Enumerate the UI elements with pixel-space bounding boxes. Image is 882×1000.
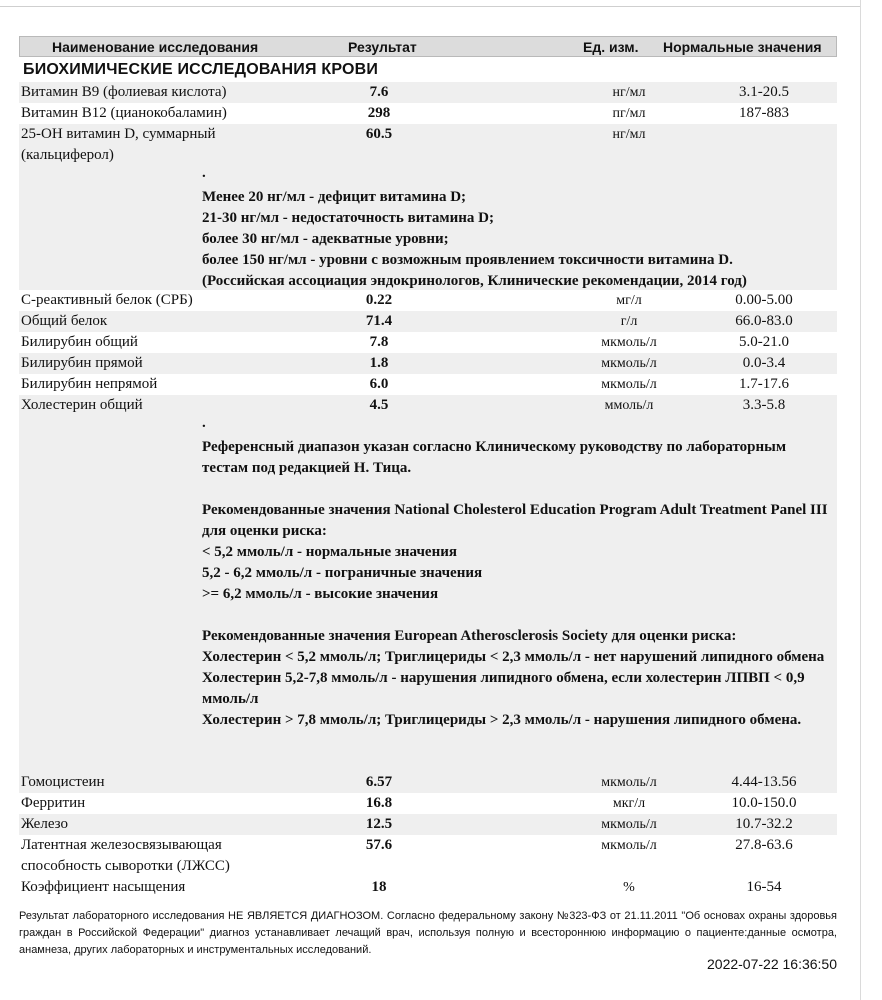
test-result: 1.8 <box>369 355 389 371</box>
test-unit: мкмоль/л <box>601 377 657 392</box>
report-timestamp: 2022-07-22 16:36:50 <box>707 956 837 972</box>
test-norm: 0.00-5.00 <box>735 292 793 308</box>
note-spacer <box>202 605 835 626</box>
cholesterol-note <box>19 416 837 772</box>
vitamin-d-note <box>19 166 837 290</box>
note-line: Менее 20 нг/мл - дефицит витамина D; <box>202 189 467 205</box>
test-name: Билирубин непрямой <box>21 376 158 392</box>
test-norm: 16-54 <box>746 879 782 895</box>
test-unit: мкмоль/л <box>601 335 657 350</box>
test-norm: 3.3-5.8 <box>742 397 786 413</box>
test-name: Билирубин общий <box>21 334 138 350</box>
test-result: 6.57 <box>365 774 393 790</box>
test-norm: 5.0-21.0 <box>739 334 789 350</box>
test-name: Холестерин общий <box>21 397 143 413</box>
note-line: Рекомендованные значения National Cholesterol Education Program Adult Treatment Panel III для оценки риска: <box>202 502 828 539</box>
test-norm: 0.0-3.4 <box>742 355 786 371</box>
table-row <box>19 877 837 898</box>
test-name: Ферритин <box>21 795 86 811</box>
table-row <box>19 82 837 103</box>
test-unit: ммоль/л <box>604 398 654 413</box>
test-name: Витамин B9 (фолиевая кислота) <box>21 84 227 100</box>
header-norm: Нормальные значения <box>663 39 822 55</box>
note-line: Референсный диапазон указан согласно Клиническому руководству по лабораторным тестам под редакцией Н. Тица. <box>202 439 787 476</box>
test-norm: 1.7-17.6 <box>739 376 789 392</box>
note-dot: . <box>202 165 206 181</box>
test-unit: пг/мл <box>612 106 646 121</box>
table-row <box>19 374 837 395</box>
test-unit: мкмоль/л <box>601 817 657 832</box>
header-unit: Ед. изм. <box>583 39 639 55</box>
test-norm: 66.0-83.0 <box>735 313 793 329</box>
test-unit: % <box>623 880 635 895</box>
test-norm: 187-883 <box>739 105 789 121</box>
table-row <box>19 835 837 877</box>
test-result: 4.5 <box>369 397 389 413</box>
table-row <box>19 290 837 311</box>
table-row <box>19 103 837 124</box>
test-result: 7.8 <box>369 334 389 350</box>
test-unit: г/л <box>620 314 638 329</box>
table-row <box>19 814 837 835</box>
test-name: Витамин B12 (цианокобаламин) <box>21 105 227 121</box>
test-unit: мкг/л <box>612 796 646 811</box>
test-name: Гомоцистеин <box>21 774 105 790</box>
test-name: Коэффициент насыщения <box>21 879 186 895</box>
test-norm: 10.0-150.0 <box>731 795 797 811</box>
note-spacer <box>202 479 835 500</box>
test-name: 25-OH витамин D, суммарный (кальциферол) <box>21 126 216 163</box>
test-result: 7.6 <box>369 84 389 100</box>
note-line: 5,2 - 6,2 ммоль/л - пограничные значения <box>202 565 483 581</box>
test-result: 6.0 <box>369 376 389 392</box>
note-line: >= 6,2 ммоль/л - высокие значения <box>202 586 439 602</box>
table-row <box>19 332 837 353</box>
test-result: 298 <box>367 105 391 121</box>
note-line: 21-30 нг/мл - недостаточность витамина D; <box>202 210 494 226</box>
test-result: 60.5 <box>365 126 393 142</box>
test-unit: нг/мл <box>612 127 646 142</box>
note-line: более 150 нг/мл - уровни с возможным проявлением токсичности витамина D. <box>202 252 733 268</box>
test-result: 57.6 <box>365 837 393 853</box>
table-row <box>19 395 837 416</box>
note-line: более 30 нг/мл - адекватные уровни; <box>202 231 449 247</box>
test-result: 18 <box>371 879 387 895</box>
test-result: 16.8 <box>365 795 393 811</box>
note-line: (Российская ассоциация эндокринологов, Клинические рекомендации, 2014 год) <box>202 273 747 289</box>
test-result: 0.22 <box>365 292 393 308</box>
table-row <box>19 772 837 793</box>
table-header <box>19 36 837 57</box>
test-unit: нг/мл <box>612 85 646 100</box>
table-row <box>19 311 837 332</box>
page-right-border <box>860 0 861 1000</box>
test-norm: 3.1-20.5 <box>739 84 789 100</box>
header-result: Результат <box>348 39 417 55</box>
section-title: БИОХИМИЧЕСКИЕ ИССЛЕДОВАНИЯ КРОВИ <box>23 61 379 78</box>
test-name: Латентная железосвязывающая способность сыворотки (ЛЖСС) <box>21 837 230 874</box>
test-norm: 27.8-63.6 <box>735 837 793 853</box>
note-line: Холестерин 5,2-7,8 ммоль/л - нарушения липидного обмена, если холестерин ЛПВП < 0,9 ммоль/л <box>202 670 805 707</box>
test-unit: мкмоль/л <box>601 775 657 790</box>
note-line: Холестерин > 7,8 ммоль/л; Триглицериды > 2,3 ммоль/л - нарушения липидного обмена. <box>202 712 802 728</box>
note-line: Холестерин < 5,2 ммоль/л; Триглицериды < 2,3 ммоль/л - нет нарушений липидного обмена <box>202 649 825 665</box>
table-row <box>19 124 837 166</box>
table-row <box>19 353 837 374</box>
test-name: Общий белок <box>21 313 108 329</box>
test-name: Железо <box>21 816 68 832</box>
test-name: С-реактивный белок (СРБ) <box>21 292 193 308</box>
test-result: 71.4 <box>365 313 393 329</box>
disclaimer-footer: Результат лабораторного исследования НЕ ЯВЛЯЕТСЯ ДИАГНОЗОМ. Согласно федеральному закону №323-ФЗ от 21.11.2011 "Об основах охраны здоровья граждан в Российской Федерации" диагноз устанавливает лечащий врач, используя полную и всестороннюю информацию о пациенте:данные осмотра, анамнеза, других лабораторных и инструментальных исследований. <box>19 910 837 956</box>
note-line: Рекомендованные значения European Atherosclerosis Society для оценки риска: <box>202 628 737 644</box>
test-unit: мкмоль/л <box>601 838 657 853</box>
test-unit: мг/л <box>616 293 642 308</box>
table-row <box>19 793 837 814</box>
test-norm: 10.7-32.2 <box>735 816 793 832</box>
page-top-border <box>0 6 860 7</box>
test-unit: мкмоль/л <box>601 356 657 371</box>
test-norm: 4.44-13.56 <box>731 774 797 790</box>
test-name: Билирубин прямой <box>21 355 143 371</box>
header-name: Наименование исследования <box>52 39 259 55</box>
note-line: < 5,2 ммоль/л - нормальные значения <box>202 544 457 560</box>
note-dot: . <box>202 415 206 431</box>
test-result: 12.5 <box>365 816 393 832</box>
